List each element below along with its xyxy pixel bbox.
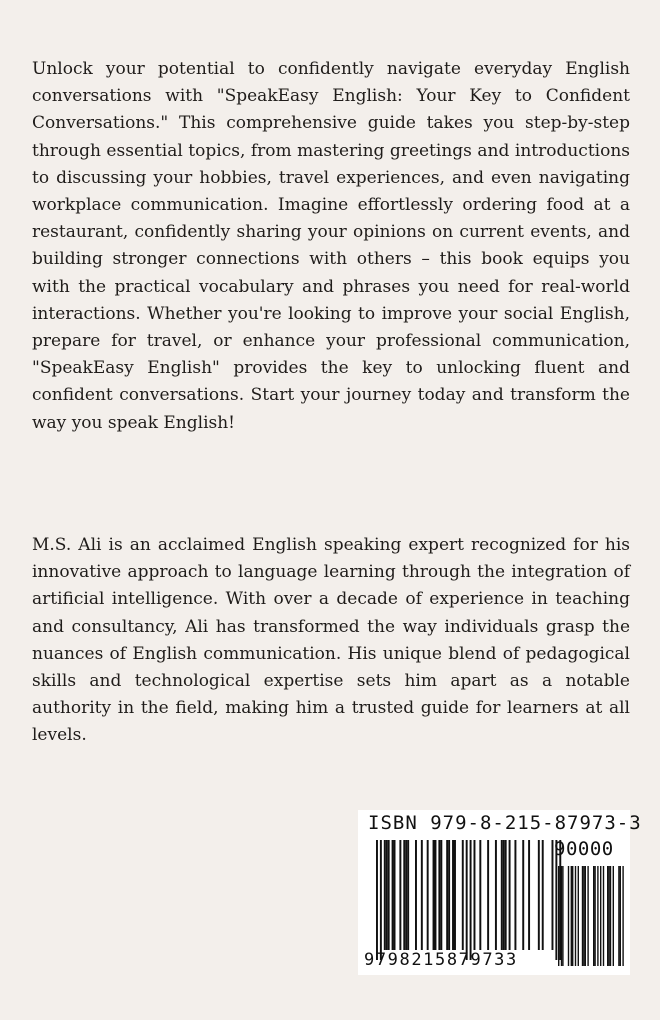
addon-bar [582,866,583,966]
barcode-bar [435,840,437,950]
addon-bar [575,866,576,966]
isbn-label: ISBN 979-8-215-87973-3 [368,812,642,834]
addon-bar [597,866,598,966]
barcode-bar [538,840,540,950]
author-bio: M.S. Ali is an acclaimed English speaking expert recognized for his innovative approach to language learning through the integration of artificial intelligence. With over a decade of experience in teaching and consultancy, Ali has transformed the way individuals grasp the nuances of English communication. His unique blend of pedagogical skills and technological expertise sets him apart as a notable authority in the field, making him a trusted guide for learners at all levels. [32,535,630,746]
barcode-bar [503,840,505,950]
barcode-bar [392,840,394,950]
addon-bar [558,866,559,966]
addon-bar [585,866,586,966]
barcode-bar [514,840,516,950]
barcode-bar [440,840,442,950]
addon-bar [613,866,614,966]
barcode-bar [542,840,544,950]
addon-bar [600,866,601,966]
barcode-bar [509,840,511,950]
barcode-bar [415,840,417,950]
barcode-bar [501,840,503,950]
barcode-bar [505,840,507,950]
barcode-bar [487,840,489,950]
barcode-bar [452,840,454,950]
barcode-bar [522,840,524,950]
addon-bar [607,866,608,966]
addon-bar [618,866,619,966]
addon-bar [593,866,594,966]
addon-bar [587,866,588,966]
barcode-bar [433,840,435,950]
barcode-bar [448,840,450,950]
barcode-bar [454,840,456,950]
isbn-barcode [358,810,642,975]
addon-bar [572,866,573,966]
barcode-bar [388,840,390,950]
barcode-bar [380,840,382,960]
barcode-digits: 9798215879733 [364,950,518,970]
barcode-bar [427,840,429,950]
barcode-bar [399,840,401,950]
barcode-bar [470,840,472,960]
addon-bar [610,866,611,966]
barcode-bar [479,840,481,950]
barcode-bar [495,840,497,950]
barcode-bar [446,840,448,950]
barcode-bar [376,840,378,960]
barcode-bar [407,840,409,950]
barcode-bar [474,840,476,950]
addon-bar [594,866,595,966]
barcode-bar [421,840,423,950]
price-code: 90000 [554,838,614,860]
addon-bar [620,866,621,966]
addon-bar [571,866,572,966]
addon-bar [578,866,579,966]
barcode-bar [403,840,405,950]
book-blurb: Unlock your potential to confidently navigate everyday English conversations with "SpeakEasy English: Your Key to Confident Conversations." This comprehensive guide takes you step-by-step through essential topics, from mastering greetings and introductions to discussing your hobbies, travel experiences, and even navigating workplace communication. Imagine effortlessly ordering food at a restaurant, confidently sharing your opinions on current events, and building stronger connections with others – this book equips you with the practical vocabulary and phrases you need for real-world interactions. Whether you're looking to improve your social English, prepare for travel, or enhance your professional communication, "SpeakEasy English" provides the key to unlocking fluent and confident conversations. Start your journey today and transform the way you speak English! [32,59,630,433]
barcode-bar [405,840,407,950]
barcode-bar [528,840,530,950]
barcode-bar [394,840,396,950]
barcode-bar [384,840,386,950]
addon-bar [583,866,584,966]
addon-bar [622,866,623,966]
addon-bar [562,866,563,966]
barcode-bar [438,840,440,950]
barcode-bar [462,840,464,950]
addon-bar [568,866,569,966]
addon-bar [603,866,604,966]
addon-bar [561,866,562,966]
barcode-bar [466,840,468,960]
addon-bar [608,866,609,966]
barcode-bar [386,840,388,950]
